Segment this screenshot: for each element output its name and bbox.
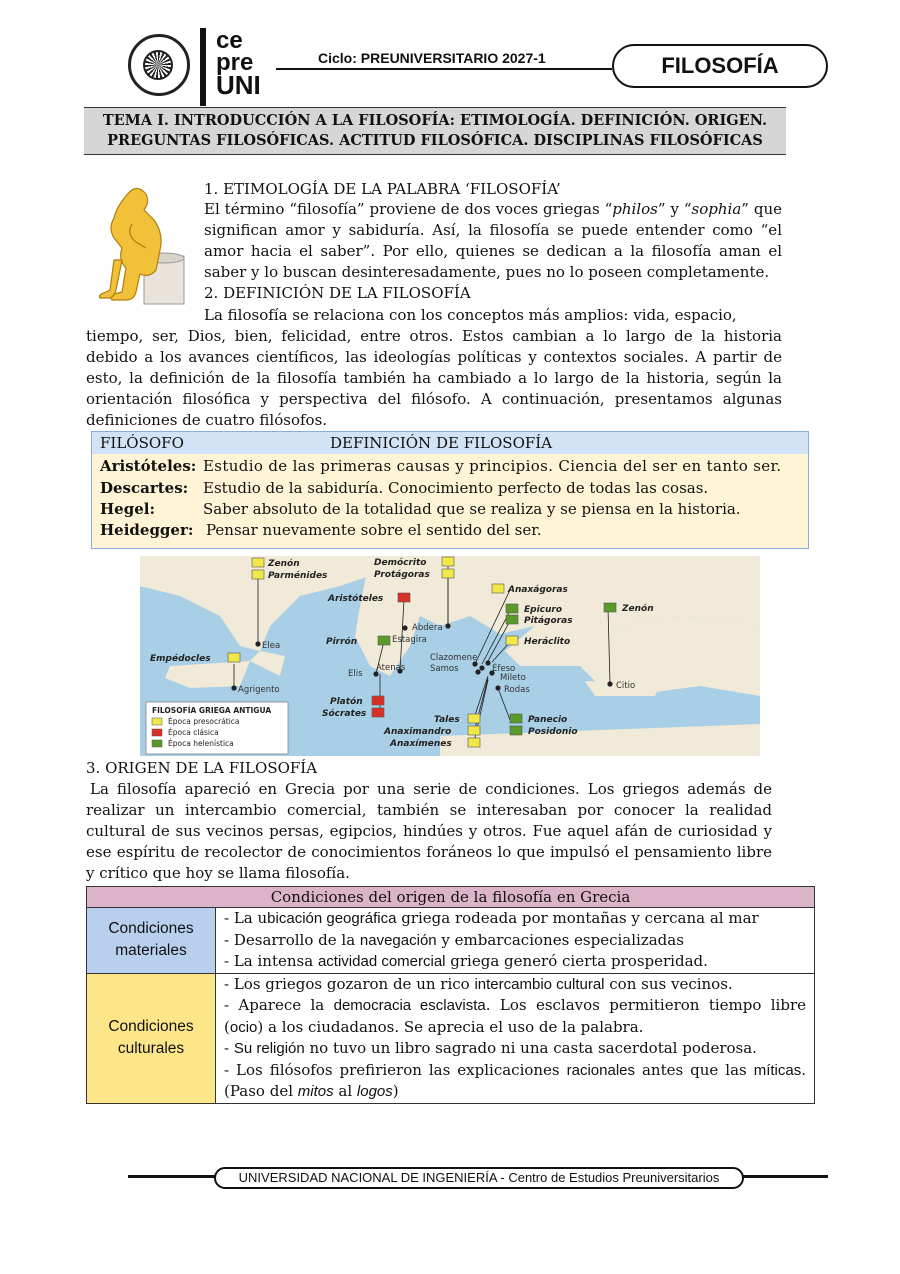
list-item (224, 930, 806, 952)
term-philos: philos (612, 200, 658, 218)
highlight-term: míticas (753, 1061, 802, 1079)
place-estagira: Estagira (392, 635, 427, 645)
philosopher-name: Descartes: (100, 479, 189, 497)
text-run: - Los filósofos prefirieron las explicaciones (224, 1060, 567, 1079)
philosopher-definition: Estudio de la sabiduría. Conocimiento perfecto de todas las cosas. (203, 479, 709, 497)
place-agrigento: Agrigento (238, 685, 280, 695)
section-2-paragraph-start: La filosofía se relaciona con los conceptos más amplios: vida, espacio, (204, 306, 737, 324)
label-posidonio: Posidonio (528, 727, 578, 737)
place-rodas: Rodas (504, 685, 530, 695)
place-mileto: Mileto (500, 673, 526, 683)
list-item (224, 995, 806, 1038)
conditions-table-title: Condiciones del origen de la filosofía en Grecia (87, 887, 815, 908)
place-abdera: Abdera (412, 623, 443, 633)
text-run: ” que significan amor y sabiduría. Así, la filosofía se puede entender como “el amor hacia el saber”. Por ello, quienes se dedican a la filosofía aman el saber y lo buscan desinteresadamente, pues no lo poseen completamente. (204, 200, 782, 281)
topic-line-1: TEMA I. INTRODUCCIÓN A LA FILOSOFÍA: ETIMOLOGÍA. DEFINICIÓN. ORIGEN. (102, 112, 768, 129)
place-samos: Samos (430, 664, 459, 674)
label-pitagoras: Pitágoras (524, 616, 573, 626)
philosopher-definitions-table (91, 431, 809, 549)
text-run: no tuvo un libro sagrado ni una casta sacerdotal poderosa. (304, 1039, 757, 1057)
highlight-term: ocio (229, 1018, 258, 1036)
text-run: al (333, 1082, 357, 1100)
label-anaximenes: Anaxímenes (390, 739, 452, 749)
philosopher-definition: Saber absoluto de la totalidad que se realiza y se piensa en la historia. (203, 500, 741, 518)
label-panecio: Panecio (528, 715, 568, 725)
label-pirron: Pirrón (326, 637, 358, 647)
subject-title: FILOSOFÍA (612, 44, 828, 88)
text-run: - La u (224, 909, 268, 927)
philosopher-definition: Pensar nuevamente sobre el sentido del ser. (206, 521, 542, 539)
legend-presocratica: Época presocrática (168, 717, 240, 726)
legend-clasica: Época clásica (168, 728, 219, 737)
footer-label: UNIVERSIDAD NACIONAL DE INGENIERÍA - Centro de Estudios Preuniversitarios (214, 1167, 744, 1189)
cepreuni-logo (216, 27, 261, 100)
logo-divider (200, 28, 206, 106)
section-3-paragraph: La filosofía apareció en Grecia por una serie de condiciones. Los griegos además de realizar un intercambio comercial, también se interesaban por conocer la realidad cultural de sus vecinos persas, egipcios, hindúes y otros. Fue aquel afán de curiosidad y ese espíritu de recolector de conocimientos foráneos lo que impulsó el pensamiento libre y crítico que hoy se llama filosofía. (86, 780, 772, 882)
highlight-term: democracia esclavista (333, 997, 486, 1014)
list-item (224, 974, 806, 996)
text-run: griega generó cierta prosperidad. (445, 952, 708, 970)
text-run: y embarcaciones especializadas (436, 930, 684, 949)
culturales-label: Condiciones culturales (87, 973, 216, 1103)
list-item (224, 951, 806, 973)
text-run: - (224, 1039, 234, 1057)
text-run: - Los griegos gozaron de un rico (224, 974, 475, 993)
logo-line: UNI (216, 70, 261, 100)
place-clazomene: Clazomene (430, 653, 478, 663)
cycle-label: Ciclo: PREUNIVERSITARIO 2027-1 (318, 50, 546, 66)
conditions-table (86, 886, 815, 1104)
table-header (92, 432, 808, 454)
topic-banner (84, 107, 786, 155)
gear-icon (143, 50, 173, 80)
label-platon: Platón (330, 697, 363, 707)
legend-title: FILOSOFÍA GRIEGA ANTIGUA (152, 706, 272, 715)
section-1-paragraph (204, 199, 782, 283)
section-1-heading: 1. ETIMOLOGÍA DE LA PALABRA ‘FILOSOFÍA’ (204, 180, 561, 198)
highlight-term: racionales (566, 1061, 635, 1079)
label-democrito: Demócrito (374, 558, 427, 568)
list-item (224, 1038, 806, 1060)
text-run: . (Paso del (224, 1060, 806, 1100)
text-run: - Desarrollo de la (224, 930, 360, 949)
header-rule (276, 68, 612, 70)
label-zenon-citio: Zenón (622, 604, 654, 614)
label-anaxagoras: Anaxágoras (508, 585, 568, 595)
place-elis: Elis (348, 669, 363, 679)
place-atenas: Atenas (376, 663, 406, 673)
highlight-term: logos (356, 1083, 393, 1100)
label-aristoteles: Aristóteles (328, 594, 384, 604)
section-2-heading: 2. DEFINICIÓN DE LA FILOSOFÍA (204, 284, 471, 302)
philosopher-name: Hegel: (100, 500, 155, 518)
place-efeso: Éfeso (492, 664, 516, 674)
text-run: griega rodeada por montañas y cercana al mar (396, 909, 759, 927)
text-run: El término “filosofía” proviene de dos voces griegas “ (204, 200, 613, 218)
map-legend (146, 702, 288, 754)
label-zenon: Zenón (268, 559, 300, 569)
list-item (224, 1060, 806, 1103)
label-socrates: Sócrates (322, 709, 367, 719)
materiales-list (216, 908, 815, 974)
text-run: antes que las (635, 1060, 754, 1079)
label-epicuro: Epicuro (524, 605, 563, 615)
table-row (87, 973, 815, 1103)
text-run: ” y “ (657, 200, 692, 218)
label-heraclito: Heráclito (524, 637, 571, 647)
highlight-term: navegación (359, 931, 437, 949)
legend-helenistica: Época helenística (168, 739, 234, 748)
label-parmenides: Parménides (268, 571, 328, 581)
column-header-definicion: DEFINICIÓN DE FILOSOFÍA (330, 434, 553, 452)
label-empedocles: Empédocles (150, 654, 211, 664)
place-elea: Elea (262, 641, 281, 651)
label-tales: Tales (434, 715, 460, 725)
text-run: . Los esclavos permitieron tiempo libre ( (224, 996, 806, 1036)
topic-line-2: PREGUNTAS FILOSÓFICAS. ACTITUD FILOSÓFICA. DISCIPLINAS FILOSÓFICAS (107, 132, 763, 149)
highlight-term: mitos (297, 1083, 334, 1100)
materiales-label: Condiciones materiales (87, 908, 216, 974)
highlight-term: actividad comercial (317, 953, 446, 970)
table-row (87, 887, 815, 908)
highlight-term: bicación geográfica (267, 910, 397, 927)
text-run: ) a los ciudadanos. Se aprecia el uso de la palabra. (257, 1017, 644, 1036)
philosopher-definition: Estudio de las primeras causas y principios. Ciencia del ser en tanto ser. (203, 457, 782, 475)
logo-line: ce (216, 27, 243, 54)
philosopher-name: Aristóteles: (100, 457, 197, 475)
philosopher-name: Heidegger: (100, 521, 194, 539)
place-citio: Citio (616, 681, 636, 691)
culturales-list (216, 973, 815, 1103)
table-row (87, 908, 815, 974)
column-header-filosofo: FILÓSOFO (100, 434, 184, 452)
text-run: con sus vecinos. (604, 974, 733, 993)
label-anaximandro: Anaximandro (384, 727, 452, 737)
highlight-term: Su religión (233, 1040, 305, 1057)
text-run: - Aparece la (224, 996, 334, 1014)
text-run: - La intensa (224, 952, 318, 970)
text-run: ) (392, 1082, 399, 1100)
logo-line: pre (216, 49, 254, 76)
term-sophia: sophia (691, 200, 742, 218)
ancient-greek-philosophy-map (140, 556, 760, 756)
label-protagoras: Protágoras (374, 570, 430, 580)
highlight-term: intercambio cultural (474, 975, 605, 993)
section-2-paragraph: tiempo, ser, Dios, bien, felicidad, entre otros. Estos cambian a lo largo de la historia debido a los avances científicos, las ideologías políticas y contextos sociales. A partir de esto, la definición de la filosofía también ha cambiado a lo largo de la historia, según la orientación filosófica y perspectiva del filósofo. A continuación, presentamos algunas definiciones de cuatro filósofos. (86, 327, 782, 429)
thinker-statue-illustration (96, 178, 188, 306)
section-3-heading: 3. ORIGEN DE LA FILOSOFÍA (86, 759, 318, 777)
list-item (224, 908, 806, 930)
